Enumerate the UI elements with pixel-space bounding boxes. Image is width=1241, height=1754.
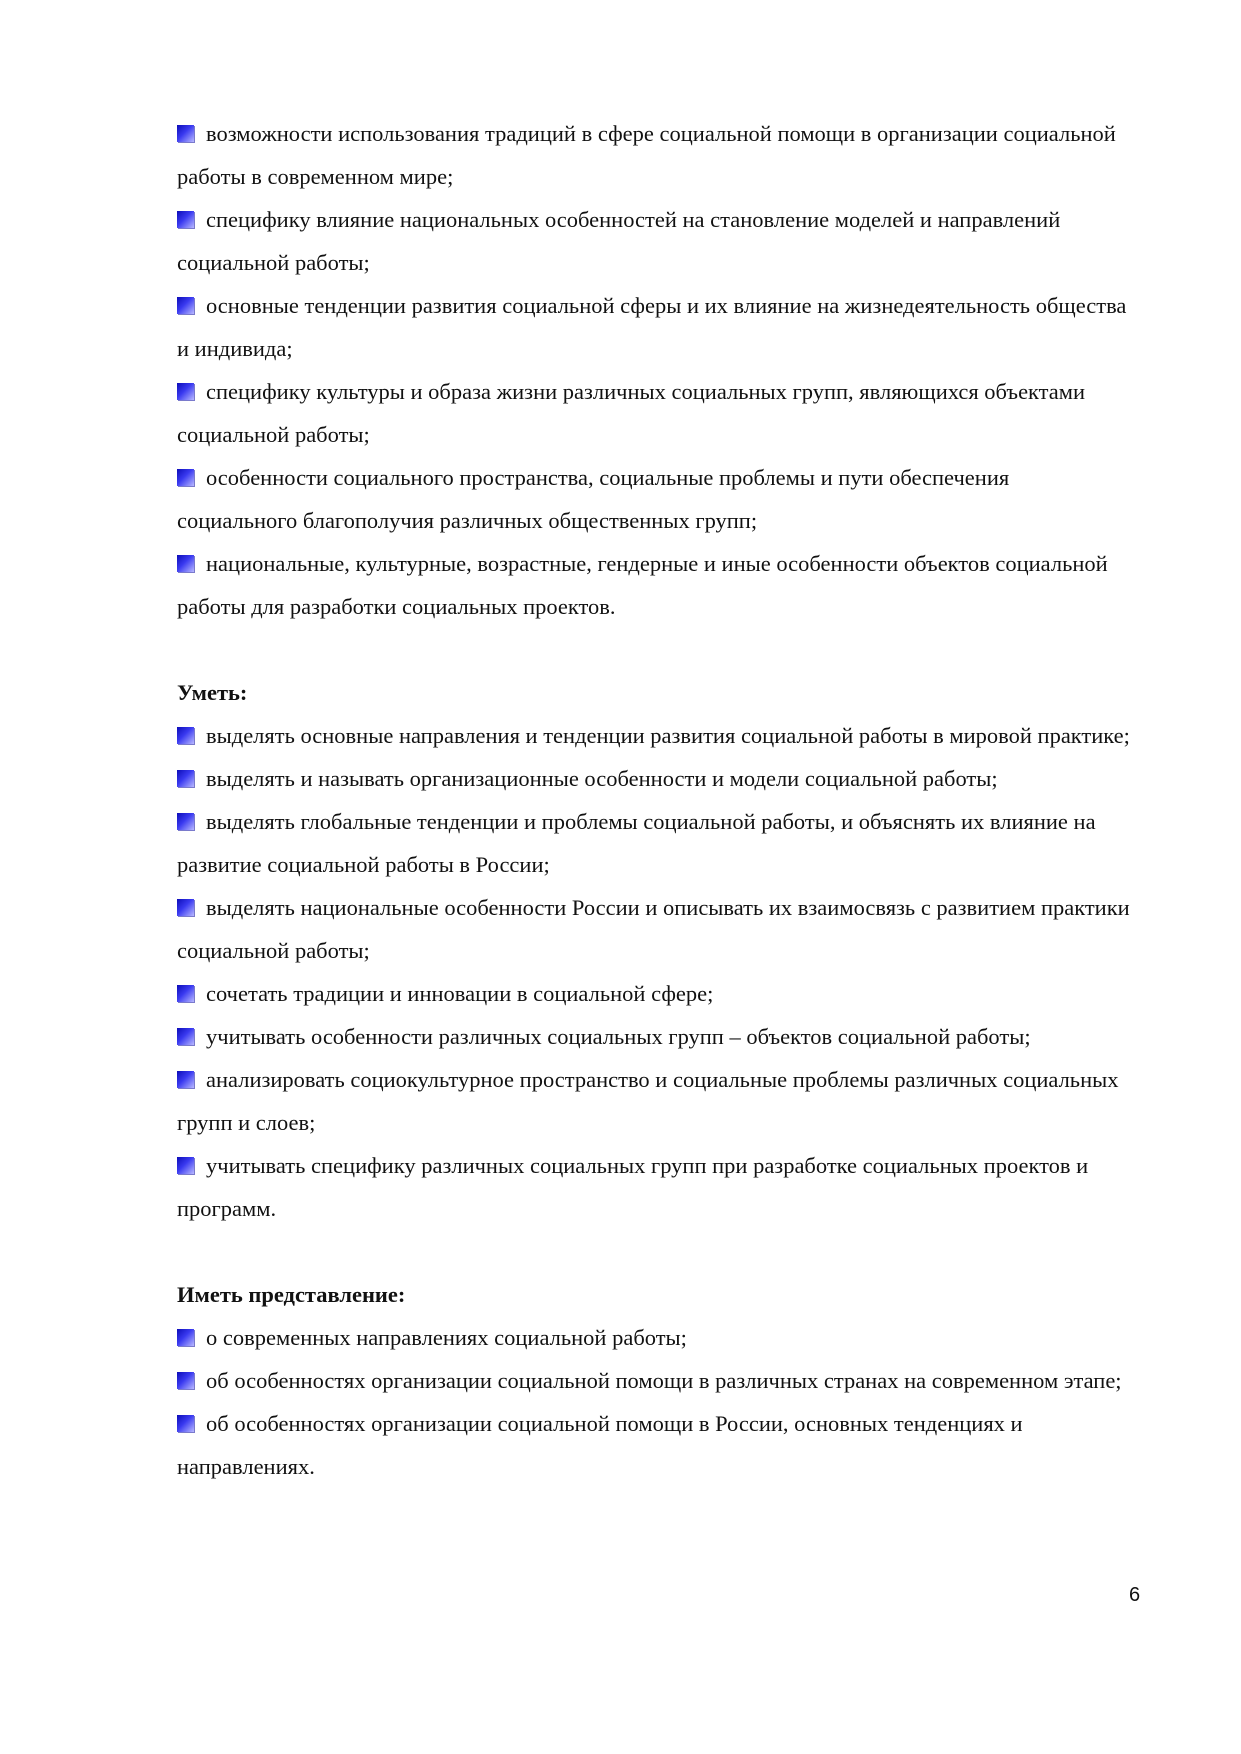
square-bullet-icon xyxy=(177,899,194,916)
list-item xyxy=(177,886,1132,972)
square-bullet-icon xyxy=(177,125,194,142)
list-item xyxy=(177,1316,1132,1359)
square-bullet-icon xyxy=(177,469,194,486)
list-item xyxy=(177,370,1132,456)
list-item xyxy=(177,714,1132,757)
document-body xyxy=(177,112,1132,1488)
list-item-text: национальные, культурные, возрастные, гендерные и иные особенности объектов социальной работы для разработки социальных проектов. xyxy=(177,551,1108,619)
list-item xyxy=(177,757,1132,800)
square-bullet-icon xyxy=(177,555,194,572)
square-bullet-icon xyxy=(177,383,194,400)
list-item-text: учитывать особенности различных социальных групп – объектов социальной работы; xyxy=(206,1024,1031,1049)
list-item-text: анализировать социокультурное пространство и социальные проблемы различных социальных групп и слоев; xyxy=(177,1067,1119,1135)
list-item xyxy=(177,1359,1132,1402)
square-bullet-icon xyxy=(177,985,194,1002)
list-item xyxy=(177,198,1132,284)
list-item-text: особенности социального пространства, социальные проблемы и пути обеспечения социального благополучия различных общественных групп; xyxy=(177,465,1010,533)
list-item xyxy=(177,284,1132,370)
section-heading-skills: Уметь: xyxy=(177,680,248,705)
list-item-text: об особенностях организации социальной помощи в России, основных тенденциях и направлениях. xyxy=(177,1411,1023,1479)
section-heading-ideas: Иметь представление: xyxy=(177,1282,406,1307)
page-number: 6 xyxy=(1129,1584,1141,1606)
square-bullet-icon xyxy=(177,813,194,830)
list-item-text: выделять и называть организационные особенности и модели социальной работы; xyxy=(206,766,998,791)
list-item-text: о современных направлениях социальной работы; xyxy=(206,1325,687,1350)
list-item-text: специфику культуры и образа жизни различных социальных групп, являющихся объектами социальной работы; xyxy=(177,379,1086,447)
list-item xyxy=(177,542,1132,628)
list-item-text: выделять глобальные тенденции и проблемы социальной работы, и объяснять их влияние на развитие социальной работы в России; xyxy=(177,809,1096,877)
square-bullet-icon xyxy=(177,1415,194,1432)
square-bullet-icon xyxy=(177,1372,194,1389)
list-item-text: основные тенденции развития социальной сферы и их влияние на жизнедеятельность общества и индивида; xyxy=(177,293,1127,361)
list-item-text: специфику влияние национальных особенностей на становление моделей и направлений социальной работы; xyxy=(177,207,1061,275)
list-item xyxy=(177,1015,1132,1058)
square-bullet-icon xyxy=(177,770,194,787)
list-item-text: выделять национальные особенности России и описывать их взаимосвязь с развитием практики социальной работы; xyxy=(177,895,1130,963)
square-bullet-icon xyxy=(177,1071,194,1088)
list-item-text: сочетать традиции и инновации в социальной сфере; xyxy=(206,981,714,1006)
skills-list xyxy=(177,714,1132,1230)
square-bullet-icon xyxy=(177,211,194,228)
list-item xyxy=(177,800,1132,886)
square-bullet-icon xyxy=(177,1329,194,1346)
list-item-text: выделять основные направления и тенденции развития социальной работы в мировой практике; xyxy=(206,723,1130,748)
list-item-text: возможности использования традиций в сфере социальной помощи в организации социальной работы в современном мире; xyxy=(177,121,1116,189)
list-item xyxy=(177,1144,1132,1230)
list-item xyxy=(177,1402,1132,1488)
list-item xyxy=(177,112,1132,198)
list-item-text: учитывать специфику различных социальных групп при разработке социальных проектов и программ. xyxy=(177,1153,1089,1221)
list-item xyxy=(177,972,1132,1015)
list-item-text: об особенностях организации социальной помощи в различных странах на современном этапе; xyxy=(206,1368,1122,1393)
square-bullet-icon xyxy=(177,1028,194,1045)
square-bullet-icon xyxy=(177,727,194,744)
list-item xyxy=(177,456,1132,542)
know-list xyxy=(177,112,1132,628)
square-bullet-icon xyxy=(177,297,194,314)
square-bullet-icon xyxy=(177,1157,194,1174)
list-item xyxy=(177,1058,1132,1144)
ideas-list xyxy=(177,1316,1132,1488)
